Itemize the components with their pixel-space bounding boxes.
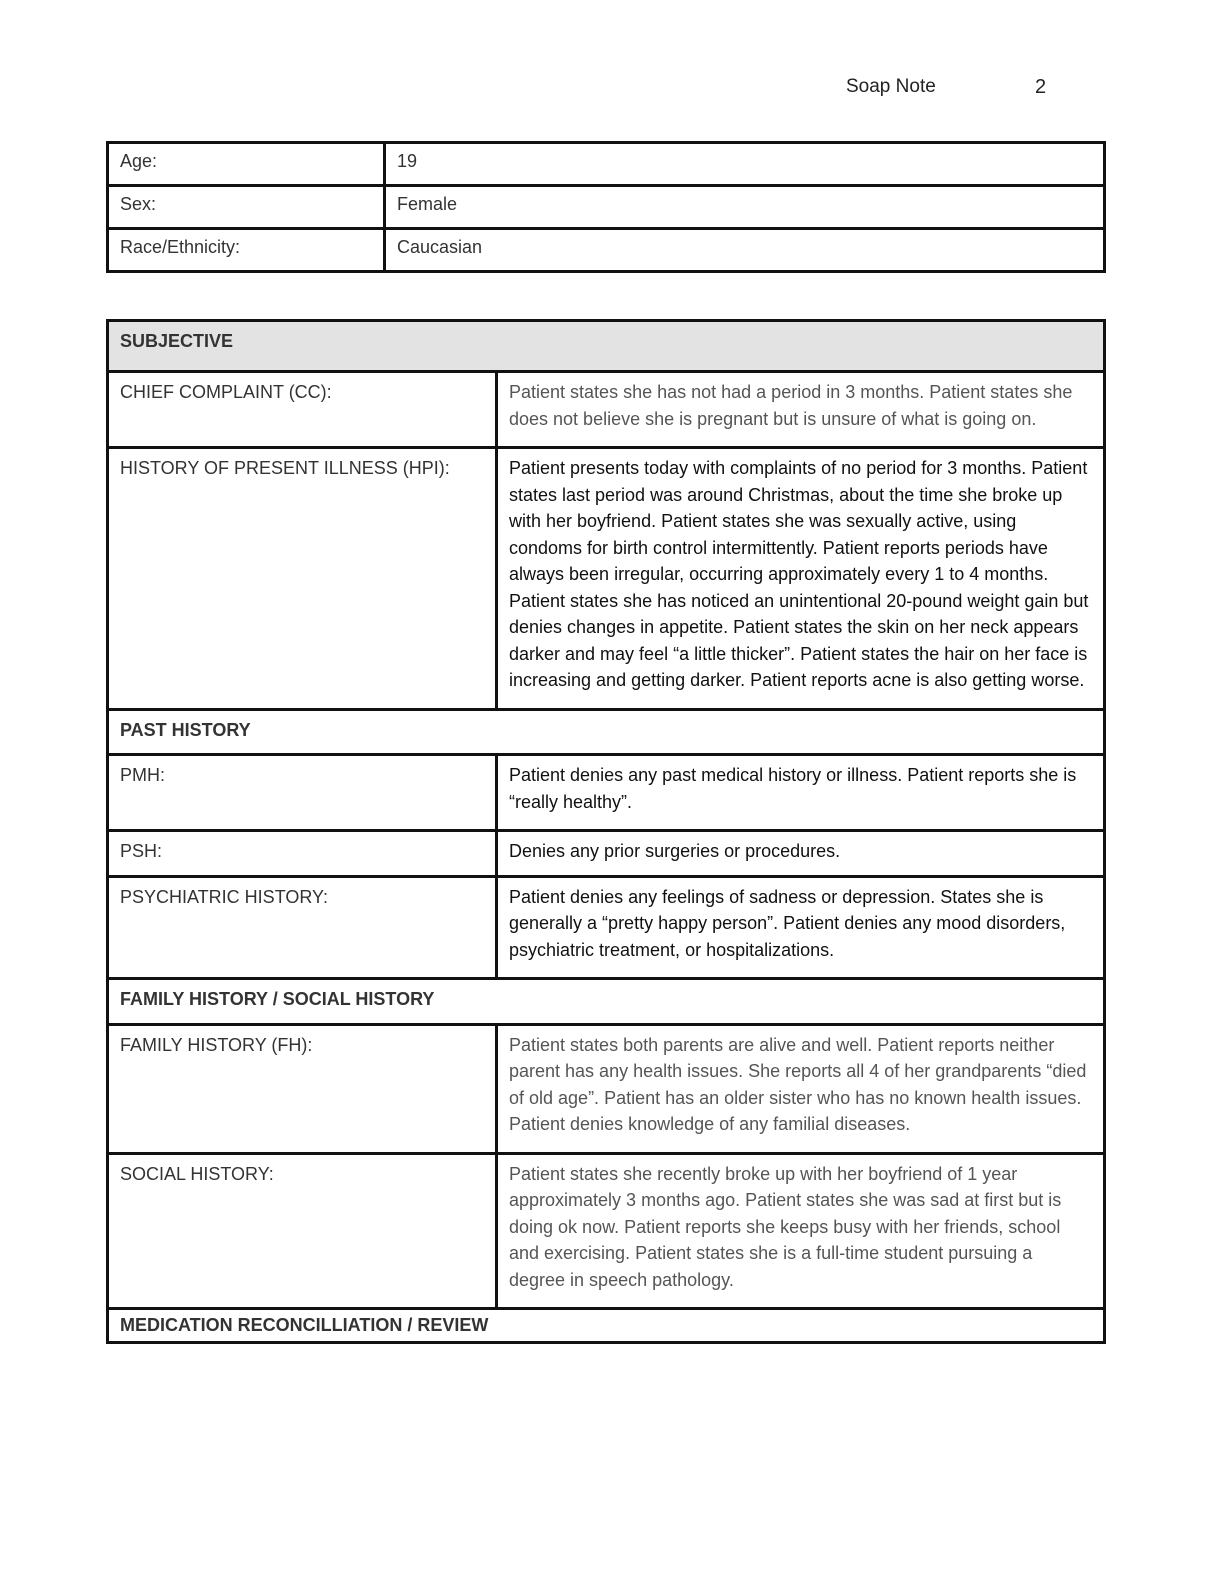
pmh-value: Patient denies any past medical history or illness. Patient reports she is “really healthy”.	[497, 755, 1105, 831]
cc-value: Patient states she has not had a period in 3 months. Patient states she does not believe she is pregnant but is unsure of what is going on.	[497, 372, 1105, 448]
psh-value: Denies any prior surgeries or procedures.	[497, 831, 1105, 877]
section-row	[108, 979, 1105, 1025]
race-label: Race/Ethnicity:	[108, 229, 385, 272]
pmh-label: PMH:	[108, 755, 497, 831]
header-title: Soap Note	[846, 76, 936, 97]
cc-label: CHIEF COMPLAINT (CC):	[108, 372, 497, 448]
fh-label: FAMILY HISTORY (FH):	[108, 1024, 497, 1153]
table-row	[108, 755, 1105, 831]
family-social-heading: FAMILY HISTORY / SOCIAL HISTORY	[108, 979, 1105, 1025]
soap-table	[106, 319, 1106, 1344]
table-row	[108, 229, 1105, 272]
psych-value: Patient denies any feelings of sadness or depression. States she is generally a “pretty happy person”. Patient denies any mood disorders, psychiatric treatment, or hospitalizations.	[497, 876, 1105, 979]
table-row	[108, 448, 1105, 710]
past-history-heading: PAST HISTORY	[108, 709, 1105, 755]
page-number: 2	[1035, 76, 1047, 98]
race-value: Caucasian	[385, 229, 1105, 272]
hpi-value: Patient presents today with complaints of no period for 3 months. Patient states last period was around Christmas, about the time she broke up with her boyfriend. Patient states she was sexually active, using condoms for birth control intermittently. Patient reports periods have always been irregular, occurring approximately every 1 to 4 months. Patient states she has noticed an unintentional 20-pound weight gain but denies changes in appetite. Patient states the skin on her neck appears darker and may feel “a little thicker”. Patient states the hair on her face is increasing and getting darker. Patient reports acne is also getting worse.	[497, 448, 1105, 710]
fh-value: Patient states both parents are alive and well. Patient reports neither parent has any health issues. She reports all 4 of her grandparents “died of old age”. Patient has an older sister who has no known health issues. Patient denies knowledge of any familial diseases.	[497, 1024, 1105, 1153]
psh-label: PSH:	[108, 831, 497, 877]
subjective-heading: SUBJECTIVE	[108, 321, 1105, 372]
table-row	[108, 186, 1105, 229]
hpi-label: HISTORY OF PRESENT ILLNESS (HPI):	[108, 448, 497, 710]
demographics-table	[106, 141, 1106, 273]
sh-value: Patient states she recently broke up with her boyfriend of 1 year approximately 3 months ago. Patient states she was sad at first but is doing ok now. Patient reports she keeps busy with her friends, school and exercising. Patient states she is a full-time student pursuing a degree in speech pathology.	[497, 1153, 1105, 1309]
table-row	[108, 1024, 1105, 1153]
table-row	[108, 143, 1105, 186]
section-row	[108, 709, 1105, 755]
table-row	[108, 372, 1105, 448]
page-header	[0, 76, 1224, 104]
age-label: Age:	[108, 143, 385, 186]
section-row	[108, 321, 1105, 372]
medication-heading: MEDICATION RECONCILLIATION / REVIEW	[108, 1309, 1105, 1343]
table-row	[108, 831, 1105, 877]
table-row	[108, 1153, 1105, 1309]
sex-value: Female	[385, 186, 1105, 229]
section-row	[108, 1309, 1105, 1343]
sex-label: Sex:	[108, 186, 385, 229]
psych-label: PSYCHIATRIC HISTORY:	[108, 876, 497, 979]
sh-label: SOCIAL HISTORY:	[108, 1153, 497, 1309]
table-row	[108, 876, 1105, 979]
age-value: 19	[385, 143, 1105, 186]
